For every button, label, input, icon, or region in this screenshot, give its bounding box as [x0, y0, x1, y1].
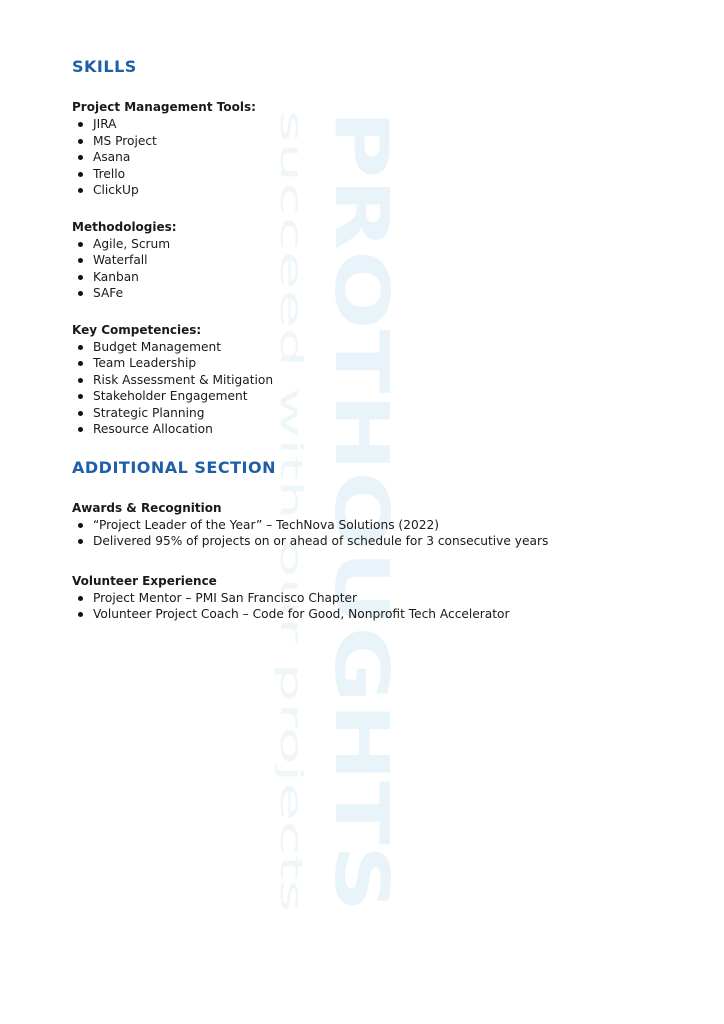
list-item: ClickUp	[72, 182, 672, 199]
additional-group-awards	[72, 500, 672, 550]
group-title: Methodologies:	[72, 219, 177, 234]
list-item: MS Project	[72, 133, 672, 150]
list-item: Resource Allocation	[72, 421, 672, 438]
group-title: Awards & Recognition	[72, 500, 222, 515]
resume-page	[72, 52, 672, 623]
list-item: Team Leadership	[72, 355, 672, 372]
tools-list	[72, 116, 672, 199]
list-item: Risk Assessment & Mitigation	[72, 372, 672, 389]
list-item: JIRA	[72, 116, 672, 133]
awards-list	[72, 517, 672, 550]
list-item: Strategic Planning	[72, 405, 672, 422]
list-item: Kanban	[72, 269, 672, 286]
volunteer-list	[72, 590, 672, 623]
watermark-tagline: succeed with our projects	[273, 110, 308, 496]
list-item: Project Mentor – PMI San Francisco Chapter	[72, 590, 672, 607]
list-item: “Project Leader of the Year” – TechNova Solutions (2022)	[72, 517, 672, 534]
list-item: Budget Management	[72, 339, 672, 356]
list-item: SAFe	[72, 285, 672, 302]
additional-heading: ADDITIONAL SECTION	[72, 457, 276, 477]
list-item: Delivered 95% of projects on or ahead of schedule for 3 consecutive years	[72, 533, 672, 550]
methodologies-list	[72, 236, 672, 302]
watermark-brand: PROTHOUGHTS	[318, 110, 404, 746]
list-item: Asana	[72, 149, 672, 166]
additional-group-volunteer	[72, 573, 672, 623]
list-item: Waterfall	[72, 252, 672, 269]
list-item: Agile, Scrum	[72, 236, 672, 253]
list-item: Stakeholder Engagement	[72, 388, 672, 405]
group-title: Key Competencies:	[72, 322, 202, 337]
skills-group-methodologies	[72, 219, 672, 302]
skills-heading: SKILLS	[72, 57, 137, 76]
list-item: Trello	[72, 166, 672, 183]
group-title: Volunteer Experience	[72, 573, 217, 588]
competencies-list	[72, 339, 672, 438]
list-item: Volunteer Project Coach – Code for Good, Nonprofit Tech Accelerator	[72, 606, 672, 623]
skills-group-competencies	[72, 322, 672, 438]
group-title: Project Management Tools:	[72, 100, 256, 114]
skills-group-tools	[72, 99, 672, 199]
